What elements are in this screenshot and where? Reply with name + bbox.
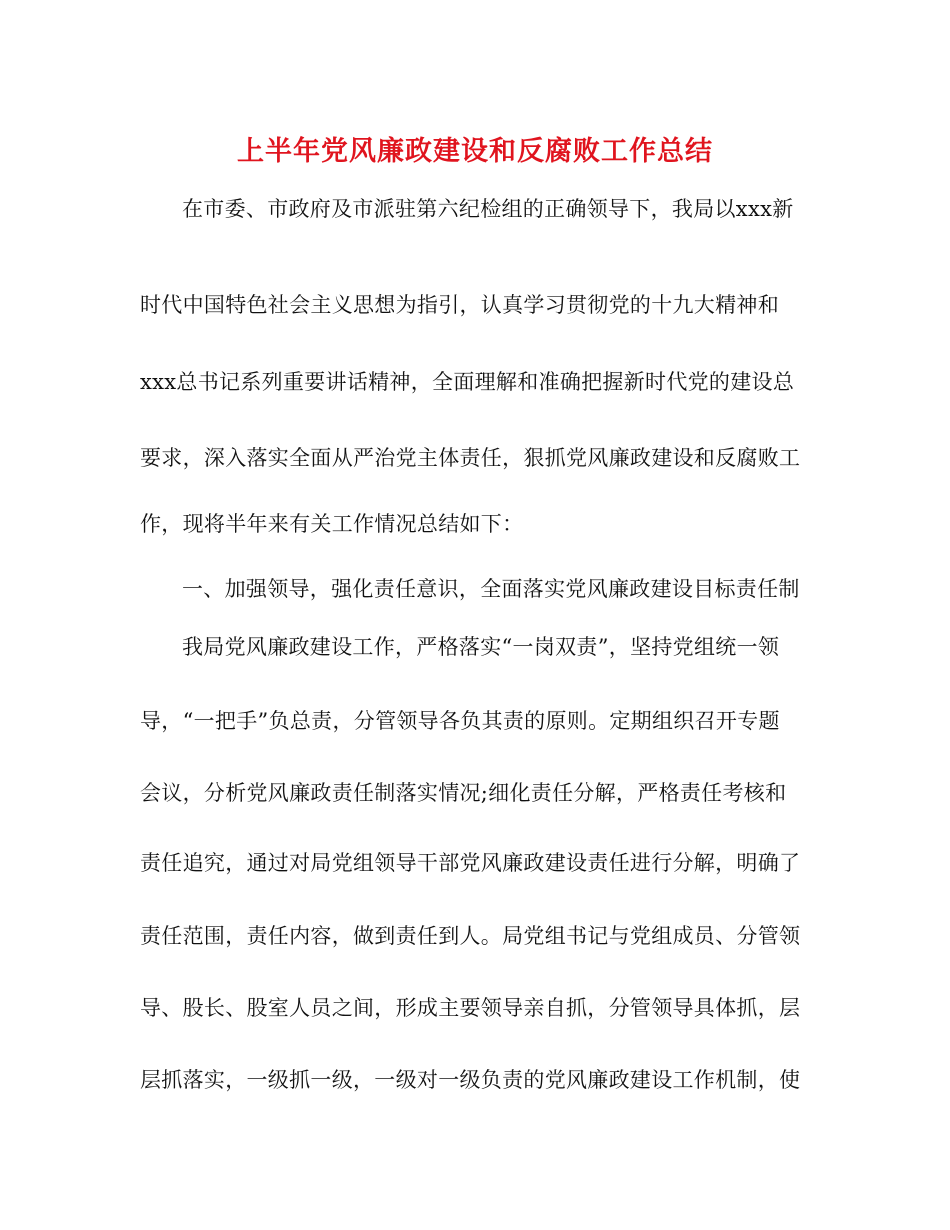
paragraph-line-10: 责任追究，通过对局党组领导干部党风廉政建设责任进行分解，明确了 [140,851,801,875]
paragraph-line-4: 要求，深入落实全面从严治党主体责任，狠抓党风廉政建设和反腐败工 [140,446,801,470]
section-heading-1: 一、加强领导，强化责任意识，全面落实党风廉政建设目标责任制 [182,577,800,601]
paragraph-line-11: 责任范围，责任内容，做到责任到人。局党组书记与党组成员、分管领 [140,924,801,948]
paragraph-line-7: 我局党风廉政建设工作，严格落实“一岗双责”，坚持党组统一领 [182,635,780,659]
paragraph-line-1: 在市委、市政府及市派驻第六纪检组的正确领导下，我局以xxx新 [182,197,794,221]
paragraph-line-13: 层抓落实，一级抓一级，一级对一级负责的党风廉政建设工作机制，使 [140,1068,801,1092]
paragraph-line-9: 会议，分析党风廉政责任制落实情况;细化责任分解，严格责任考核和 [140,781,787,805]
paragraph-line-12: 导、股长、股室人员之间，形成主要领导亲自抓，分管领导具体抓，层 [140,996,801,1020]
paragraph-line-5: 作，现将半年来有关工作情况总结如下： [140,512,524,536]
paragraph-line-8: 导，“一把手”负总责，分管领导各负其责的原则。定期组织召开专题 [140,709,780,733]
document-title: 上半年党风廉政建设和反腐败工作总结 [237,136,713,167]
paragraph-line-2: 时代中国特色社会主义思想为指引，认真学习贯彻党的十九大精神和 [140,293,779,317]
paragraph-line-3: xxx总书记系列重要讲话精神，全面理解和准确把握新时代党的建设总 [140,370,795,394]
